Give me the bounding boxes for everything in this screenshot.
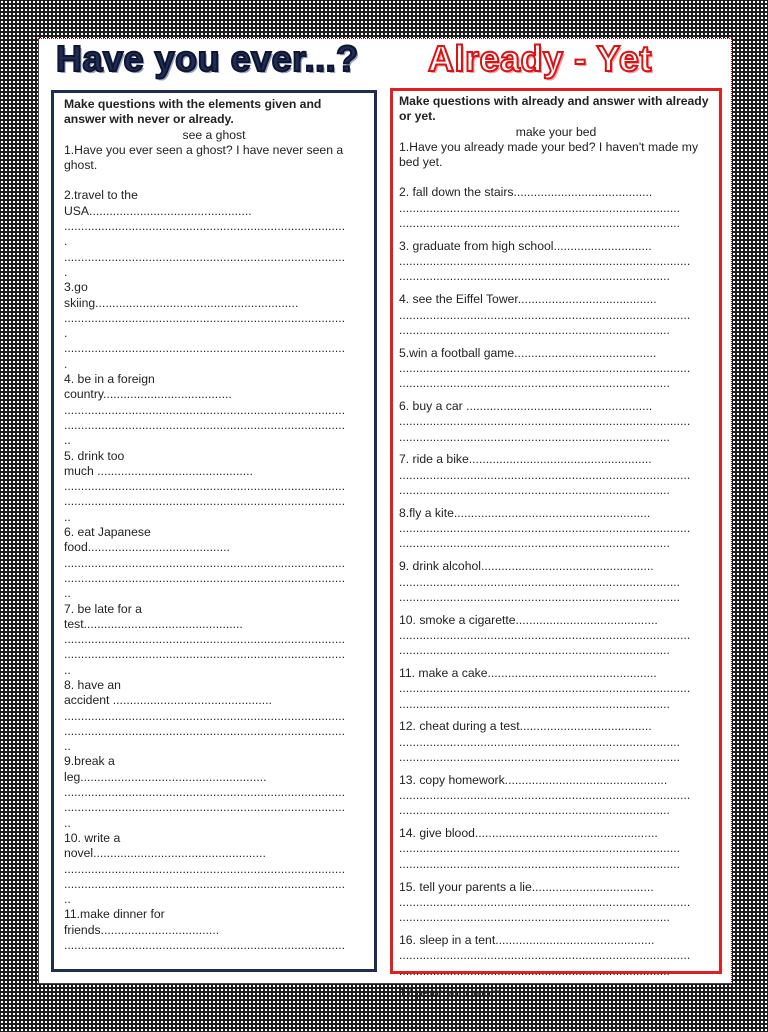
answer-line[interactable]: ................................................................................ xyxy=(399,910,670,925)
answer-line[interactable]: .. xyxy=(64,586,71,601)
answer-line[interactable]: ................................................................................... xyxy=(399,589,681,604)
right-question-item xyxy=(399,719,713,765)
answer-line[interactable]: . xyxy=(64,264,68,279)
answer-line[interactable]: ...................................................................................... xyxy=(399,521,691,536)
right-question-item xyxy=(399,666,713,712)
answer-line[interactable]: ...................................................................................... xyxy=(399,254,691,269)
right-question-item xyxy=(399,239,713,285)
left-question-item xyxy=(64,907,364,953)
answer-line[interactable]: ...................................................................................... xyxy=(399,681,691,696)
question-prompt-line: 7. ride a bike...................................................... xyxy=(399,452,652,467)
answer-line[interactable]: ................................................................................ xyxy=(399,643,670,658)
answer-line[interactable]: .. xyxy=(64,509,71,524)
answer-line[interactable]: ................................................................................... xyxy=(399,216,681,231)
right-question-item xyxy=(399,559,713,605)
answer-line[interactable]: ................................................................................... xyxy=(64,632,346,647)
question-prompt-line: 3. graduate from high school............................. xyxy=(399,238,652,253)
question-prompt-line: 5. drink too xyxy=(64,448,125,463)
right-item-list xyxy=(399,185,713,1032)
question-prompt-line: 6. buy a car ....................................................... xyxy=(399,399,653,414)
answer-line[interactable]: . xyxy=(64,234,68,249)
answer-line[interactable]: ................................................................................ xyxy=(399,536,670,551)
right-question-item xyxy=(399,880,713,926)
answer-line[interactable]: ................................................................................ xyxy=(399,376,670,391)
answer-line[interactable]: ................................................................................ xyxy=(399,1016,670,1031)
question-prompt-line: 11. make a cake.................................................. xyxy=(399,666,657,680)
question-prompt-line: 4. be in a foreign xyxy=(64,372,155,387)
question-prompt-line: 17.paint your room.............................................. xyxy=(399,986,657,1001)
right-question-item xyxy=(399,613,713,659)
answer-line[interactable]: .. xyxy=(64,433,71,448)
answer-line[interactable]: ................................................................................... xyxy=(64,555,346,570)
right-question-item xyxy=(399,986,713,1032)
answer-line[interactable]: . xyxy=(64,356,68,371)
question-prompt-line: 16. sleep in a tent............................................... xyxy=(399,932,655,947)
question-prompt-line: 10. smoke a cigarette.......................................... xyxy=(399,612,658,627)
question-prompt-line: USA................................................ xyxy=(64,203,252,218)
question-prompt-line: 13. copy homework................................................ xyxy=(399,772,668,787)
answer-line[interactable]: ...................................................................................... xyxy=(399,414,691,429)
question-prompt-line: 15. tell your parents a lie.................................... xyxy=(399,879,654,894)
left-example-answer: 1.Have you ever seen a ghost? I have never seen a ghost. xyxy=(64,142,344,173)
answer-line[interactable]: .. xyxy=(64,662,71,677)
question-prompt-line: 5.win a football game.......................................... xyxy=(399,345,657,360)
left-example-prompt: see a ghost xyxy=(182,127,246,142)
answer-line[interactable]: ................................................................................... xyxy=(64,785,346,800)
question-prompt-line: 8. have an xyxy=(64,677,121,692)
question-prompt-line: food.......................................... xyxy=(64,540,230,555)
left-instruction: Make questions with the elements given and answer with never or already. xyxy=(64,97,322,127)
right-question-item xyxy=(399,292,713,338)
answer-line[interactable]: ...................................................................................... xyxy=(399,307,691,322)
answer-line[interactable]: .. xyxy=(64,815,71,830)
question-prompt-line: accident ............................................... xyxy=(64,693,272,708)
answer-line[interactable]: ................................................................................ xyxy=(399,429,670,444)
right-question-item xyxy=(399,399,713,445)
answer-line[interactable]: .. xyxy=(64,892,71,907)
question-prompt-line: 7. be late for a xyxy=(64,601,142,616)
left-exercise-box xyxy=(51,90,377,972)
left-question-item xyxy=(64,831,364,907)
question-prompt-line: 10. write a xyxy=(64,830,121,845)
answer-line[interactable]: ................................................................................... xyxy=(64,938,346,953)
answer-line[interactable]: ................................................................................... xyxy=(399,856,681,871)
answer-line[interactable]: ................................................................................... xyxy=(64,876,346,891)
answer-line[interactable]: ................................................................................ xyxy=(399,269,670,284)
answer-line[interactable]: ................................................................................ xyxy=(399,322,670,337)
answer-line[interactable]: ...................................................................................... xyxy=(399,360,691,375)
answer-line[interactable]: ................................................................................... xyxy=(399,1001,681,1016)
answer-line[interactable]: ................................................................................... xyxy=(64,310,346,325)
question-prompt-line: 2.travel to the xyxy=(64,188,138,203)
title-have-you-ever: Have you ever...? xyxy=(56,38,359,79)
question-prompt-line: 9.break a xyxy=(64,754,115,769)
right-question-item xyxy=(399,346,713,392)
question-prompt-line: 8.fly a kite.......................................................... xyxy=(399,505,651,520)
right-example-prompt: make your bed xyxy=(515,124,597,139)
answer-line[interactable]: ................................................................................... xyxy=(399,734,681,749)
answer-line[interactable]: ................................................................................... xyxy=(64,341,346,356)
right-exercise-box xyxy=(390,88,722,1031)
question-prompt-line: 4. see the Eiffel Tower......................................... xyxy=(399,292,657,307)
answer-line[interactable]: ................................................................................... xyxy=(64,570,346,585)
question-prompt-line: test............................................... xyxy=(64,616,243,631)
left-item-list xyxy=(64,188,364,953)
answer-line[interactable]: ................................................................................... xyxy=(64,494,346,509)
right-instruction: Make questions with already and answer with already or yet. xyxy=(399,94,709,124)
right-question-item xyxy=(399,452,713,498)
answer-line[interactable]: ................................................................................... xyxy=(64,417,346,432)
right-question-item xyxy=(399,826,713,872)
answer-line[interactable]: ................................................................................... xyxy=(64,249,346,264)
question-prompt-line: 11.make dinner for xyxy=(64,907,165,922)
answer-line[interactable]: ................................................................................... xyxy=(399,749,681,764)
question-prompt-line: 3.go xyxy=(64,280,88,295)
answer-line[interactable]: ...................................................................................... xyxy=(399,627,691,642)
answer-line[interactable]: ................................................................................... xyxy=(64,708,346,723)
right-question-item xyxy=(399,773,713,819)
left-question-item xyxy=(64,678,364,754)
question-prompt-line: 6. eat Japanese xyxy=(64,525,151,540)
answer-line[interactable]: ...................................................................................... xyxy=(399,467,691,482)
left-question-item xyxy=(64,449,364,525)
answer-line[interactable]: ...................................................................................... xyxy=(399,894,691,909)
left-question-item xyxy=(64,372,364,448)
answer-line[interactable]: ................................................................................... xyxy=(399,574,681,589)
left-question-item xyxy=(64,754,364,830)
answer-line[interactable]: ................................................................................... xyxy=(64,647,346,662)
question-prompt-line: 14. give blood...................................................... xyxy=(399,826,658,841)
answer-line[interactable]: ................................................................................... xyxy=(399,841,681,856)
title-already-yet: Already - Yet xyxy=(428,38,652,79)
answer-line[interactable]: ................................................................................ xyxy=(399,963,670,978)
left-question-item xyxy=(64,525,364,601)
answer-line[interactable]: ................................................................................ xyxy=(399,803,670,818)
question-prompt-line: much .............................................. xyxy=(64,463,253,478)
question-prompt-line: novel................................................... xyxy=(64,846,266,861)
right-example-answer: 1.Have you already made your bed? I haven't made my bed yet. xyxy=(399,139,699,170)
question-prompt-line: 12. cheat during a test....................................... xyxy=(399,719,652,734)
answer-line[interactable]: ................................................................................... xyxy=(64,861,346,876)
question-prompt-line: 2. fall down the stairs......................................... xyxy=(399,185,653,200)
answer-line[interactable]: ................................................................................... xyxy=(64,402,346,417)
answer-line[interactable]: . xyxy=(64,326,68,341)
left-question-item xyxy=(64,280,364,372)
answer-line[interactable]: ................................................................................... xyxy=(64,479,346,494)
question-prompt-line: friends................................... xyxy=(64,922,220,937)
answer-line[interactable]: ................................................................................ xyxy=(399,483,670,498)
question-prompt-line: country...................................... xyxy=(64,387,232,402)
right-question-item xyxy=(399,933,713,979)
answer-line[interactable]: .. xyxy=(64,739,71,754)
question-prompt-line: skiing............................................................ xyxy=(64,295,299,310)
question-prompt-line: 9. drink alcohol................................................... xyxy=(399,559,654,574)
right-question-item xyxy=(399,185,713,231)
left-question-item xyxy=(64,602,364,678)
right-question-item xyxy=(399,506,713,552)
answer-line[interactable]: ................................................................................ xyxy=(399,696,670,711)
answer-line[interactable]: ................................................................................... xyxy=(64,219,346,234)
question-prompt-line: leg....................................................... xyxy=(64,769,267,784)
answer-line[interactable]: ................................................................................... xyxy=(64,723,346,738)
answer-line[interactable]: ...................................................................................... xyxy=(399,788,691,803)
answer-line[interactable]: ................................................................................... xyxy=(64,800,346,815)
answer-line[interactable]: ...................................................................................... xyxy=(399,948,691,963)
left-question-item xyxy=(64,188,364,280)
answer-line[interactable]: ................................................................................... xyxy=(399,200,681,215)
